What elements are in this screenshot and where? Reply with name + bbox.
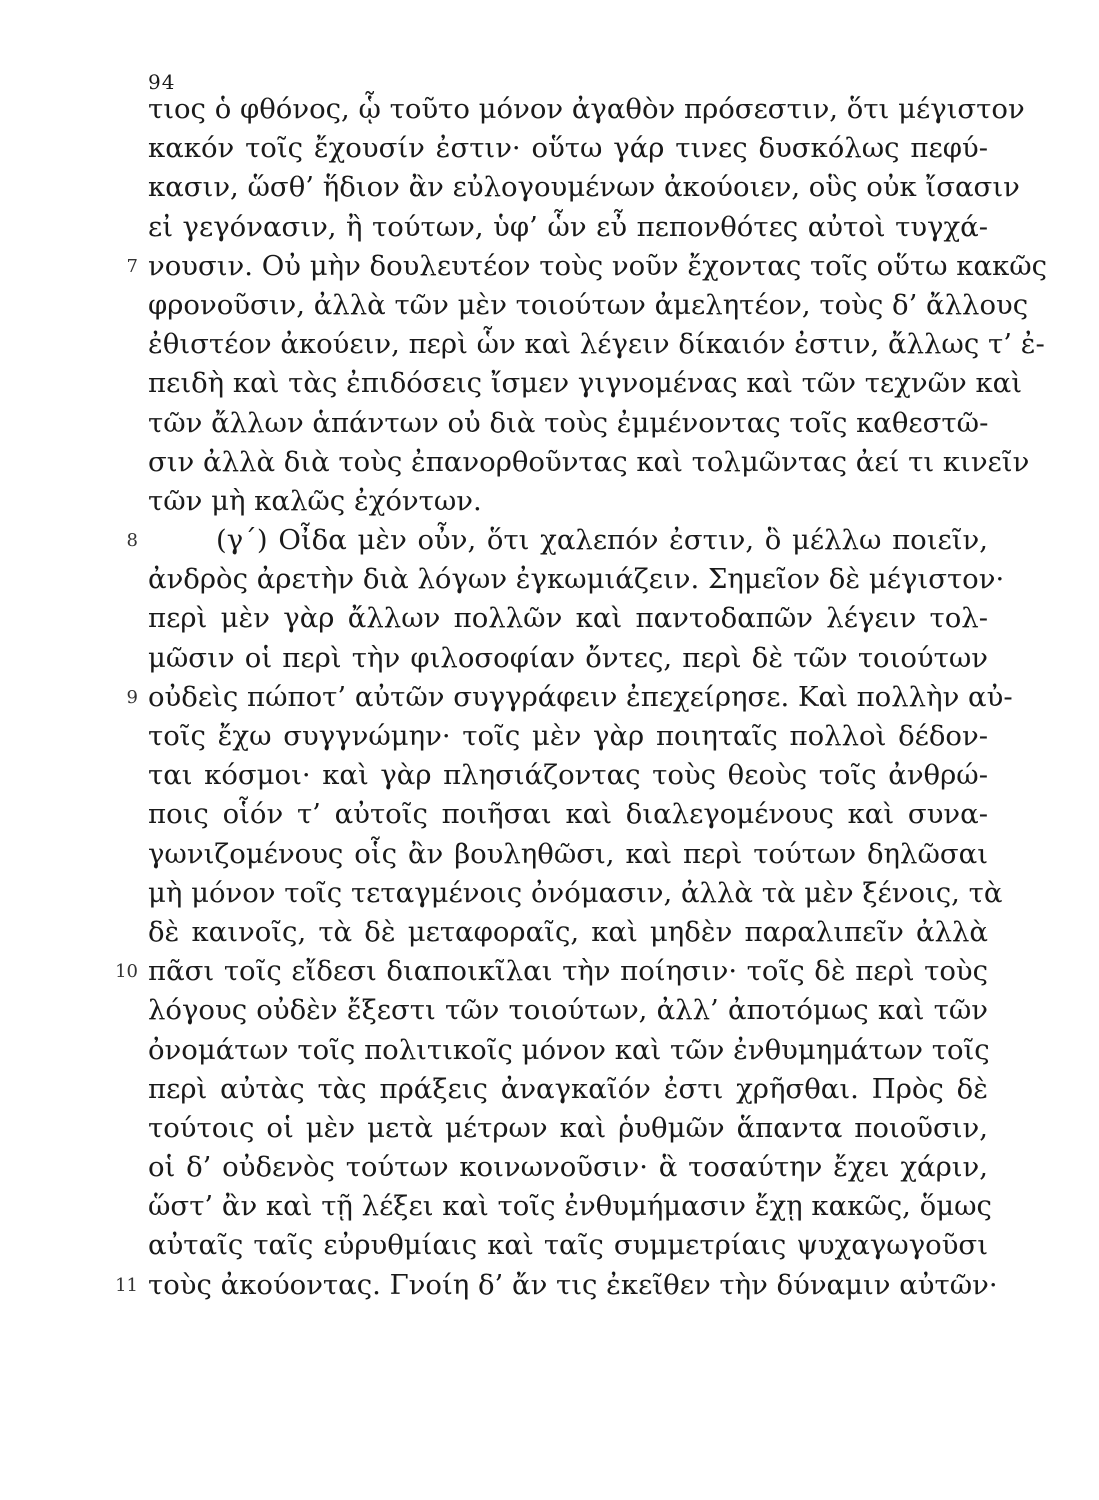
text-line xyxy=(148,1109,988,1148)
text-line xyxy=(148,168,1020,207)
line-text: γωνιζομένους οἷς ἂν βουληθῶσι, καὶ περὶ τούτων δηλῶσαι xyxy=(148,837,988,870)
text-line xyxy=(148,599,988,638)
text-line xyxy=(148,482,988,521)
line-text: πᾶσι τοῖς εἴδεσι διαποικῖλαι τὴν ποίησιν· τοῖς δὲ περὶ τοὺς xyxy=(148,955,988,988)
line-text: ἐθιστέον ἀκούειν, περὶ ὧν καὶ λέγειν δίκαιόν ἐστιν, ἄλλως τ’ ἐ- xyxy=(148,328,1045,361)
line-text: κασιν, ὥσθ’ ἥδιον ἂν εὐλογουμένων ἀκούοιεν, οὓς οὐκ ἴσασιν xyxy=(148,171,1020,204)
text-line xyxy=(148,874,1003,913)
line-text: οὐδεὶς πώποτ’ αὐτῶν συγγράφειν ἐπεχείρησε. Καὶ πολλὴν αὐ- xyxy=(148,680,1013,713)
text-line xyxy=(148,404,988,443)
line-text: τοῖς ἔχω συγγνώμην· τοῖς μὲν γὰρ ποιηταῖς πολλοὶ δέδον- xyxy=(148,720,988,752)
text-line xyxy=(148,1031,988,1070)
text-line xyxy=(148,795,988,834)
text-line xyxy=(126,247,1048,286)
text-line xyxy=(148,1070,988,1109)
line-text: δὲ καινοῖς, τὰ δὲ μεταφοραῖς, καὶ μηδὲν παραλιπεῖν ἀλλὰ xyxy=(148,915,988,948)
text-line xyxy=(115,952,988,991)
line-text: ὥστ’ ἂν καὶ τῇ λέξει καὶ τοῖς ἐνθυμήμασιν ἔχῃ κακῶς, ὅμως xyxy=(148,1190,992,1223)
line-text: τῶν μὴ καλῶς ἐχόντων. xyxy=(148,484,482,517)
line-text: τῶν ἄλλων ἁπάντων οὐ διὰ τοὺς ἐμμένοντας τοῖς καθεστῶ- xyxy=(148,406,989,439)
section-number: 9 xyxy=(126,686,138,708)
line-text: τοὺς ἀκούοντας. Γνοίη δ’ ἄν τις ἐκεῖθεν τὴν δύναμιν αὐτῶν· xyxy=(148,1268,998,1301)
line-text: οἱ δ’ οὐδενὸς τούτων κοινωνοῦσιν· ἃ τοσαύτην ἔχει χάριν, xyxy=(148,1151,988,1184)
line-text: περὶ αὐτὰς τὰς πράξεις ἀναγκαῖόν ἐστι χρῆσθαι. Πρὸς δὲ xyxy=(148,1072,988,1105)
text-line xyxy=(148,639,988,678)
section-number: 11 xyxy=(115,1274,138,1296)
text-line xyxy=(148,325,1045,364)
line-text: μῶσιν οἱ περὶ τὴν φιλοσοφίαν ὄντες, περὶ δὲ τῶν τοιούτων xyxy=(148,641,988,674)
line-text: λόγους οὐδὲν ἔξεστι τῶν τοιούτων, ἀλλ’ ἀποτόμως καὶ τῶν xyxy=(148,994,988,1027)
line-text: φρονοῦσιν, ἀλλὰ τῶν μὲν τοιούτων ἀμελητέον, τοὺς δ’ ἄλλους xyxy=(148,288,1029,321)
text-line xyxy=(148,1148,988,1187)
section-number: 10 xyxy=(115,961,138,983)
line-text: κακόν τοῖς ἔχουσίν ἐστιν· οὕτω γάρ τινες δυσκόλως πεφύ- xyxy=(148,132,988,165)
line-text: πειδὴ καὶ τὰς ἐπιδόσεις ἴσμεν γιγνομένας καὶ τῶν τεχνῶν καὶ xyxy=(148,367,1023,400)
line-text: σιν ἀλλὰ διὰ τοὺς ἐπανορθοῦντας καὶ τολμῶντας ἀεί τι κινεῖν xyxy=(148,445,1030,478)
text-line xyxy=(148,991,988,1030)
line-text: ται κόσμοι· καὶ γὰρ πλησιάζοντας τοὺς θεοὺς τοῖς ἀνθρώ- xyxy=(148,759,988,792)
line-text: εἰ γεγόνασιν, ἢ τούτων, ὑφ’ ὧν εὖ πεπονθότες αὐτοὶ τυγχά- xyxy=(148,210,988,243)
line-text: ἀνδρὸς ἀρετὴν διὰ λόγων ἐγκωμιάζειν. Σημεῖον δὲ μέγιστον· xyxy=(148,563,1005,596)
line-text: ὀνομάτων τοῖς πολιτικοῖς μόνον καὶ τῶν ἐνθυμημάτων τοῖς xyxy=(148,1033,990,1066)
text-line xyxy=(148,560,1005,599)
text-line xyxy=(148,1187,992,1226)
line-text: τιος ὁ φθόνος, ᾧ τοῦτο μόνον ἀγαθὸν πρόσεστιν, ὅτι μέγιστον xyxy=(148,93,1025,125)
line-text: ποις οἷόν τ’ αὐτοῖς ποιῆσαι καὶ διαλεγομένους καὶ συνα- xyxy=(148,798,988,831)
line-text: τούτοις οἱ μὲν μετὰ μέτρων καὶ ῥυθμῶν ἅπαντα ποιοῦσιν, xyxy=(148,1111,988,1144)
main-text xyxy=(115,90,1048,1305)
line-text: (γ΄) Οἶδα μὲν οὖν, ὅτι χαλεπόν ἐστιν, ὃ μέλλω ποιεῖν, xyxy=(216,524,988,557)
text-line xyxy=(148,90,1025,129)
line-text: μὴ μόνον τοῖς τεταγμένοις ὀνόμασιν, ἀλλὰ τὰ μὲν ξένοις, τὰ xyxy=(148,876,1003,909)
text-line xyxy=(148,364,1023,403)
line-text: νουσιν. Οὐ μὴν δουλευτέον τοὺς νοῦν ἔχοντας τοῖς οὕτω κακῶς xyxy=(148,249,1048,282)
text-line xyxy=(148,717,988,756)
text-line xyxy=(148,756,988,795)
text-line xyxy=(115,1266,998,1305)
section-number: 8 xyxy=(126,530,138,552)
text-line xyxy=(148,286,1029,325)
text-line xyxy=(148,913,988,952)
section-number: 7 xyxy=(126,255,138,277)
text-line xyxy=(148,443,1030,482)
page-number: 94 xyxy=(148,70,176,94)
line-text: αὐταῖς ταῖς εὐρυθμίαις καὶ ταῖς συμμετρίαις ψυχαγωγοῦσι xyxy=(148,1229,988,1262)
line-text: περὶ μὲν γὰρ ἄλλων πολλῶν καὶ παντοδαπῶν λέγειν τολ- xyxy=(148,602,988,635)
text-line xyxy=(148,208,988,247)
text-line xyxy=(148,129,988,168)
text-line xyxy=(148,835,988,874)
text-line xyxy=(126,678,1013,717)
text-line xyxy=(126,521,988,560)
text-line xyxy=(148,1226,988,1265)
